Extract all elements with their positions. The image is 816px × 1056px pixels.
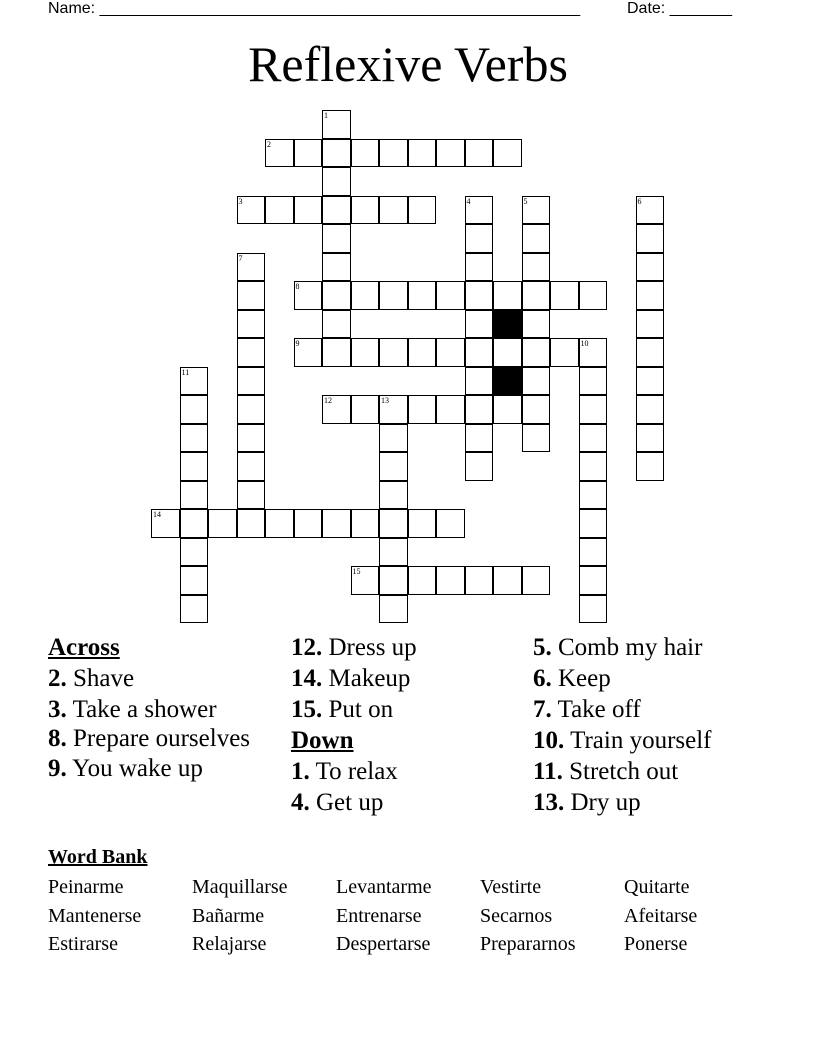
grid-cell[interactable] xyxy=(636,395,665,424)
clue-number: 6 xyxy=(637,196,642,206)
grid-cell[interactable] xyxy=(351,139,380,168)
grid-cell[interactable] xyxy=(550,281,579,310)
date-field-label: Date: _______ xyxy=(627,0,732,17)
clue-number: 8 xyxy=(295,282,300,291)
clue-down-7: 7. Take off xyxy=(533,696,641,723)
grid-cell[interactable] xyxy=(351,281,380,310)
grid-cell[interactable] xyxy=(636,452,665,481)
grid-cell[interactable] xyxy=(237,395,266,424)
across-heading: Across xyxy=(48,634,120,661)
clue-down-4: 4. Get up xyxy=(291,789,384,816)
grid-cell[interactable] xyxy=(579,538,608,567)
grid-cell[interactable] xyxy=(237,338,266,367)
grid-cell[interactable] xyxy=(522,367,551,396)
grid-cell[interactable] xyxy=(379,395,408,424)
grid-cell[interactable] xyxy=(636,196,665,225)
grid-cell[interactable] xyxy=(180,538,209,567)
word-bank-word: Afeitarse xyxy=(624,905,698,927)
down-heading: Down xyxy=(291,727,354,754)
grid-cell[interactable] xyxy=(579,395,608,424)
grid-cell[interactable] xyxy=(265,196,294,225)
word-bank-word: Ponerse xyxy=(624,933,688,955)
word-bank-word: Peinarme xyxy=(48,876,124,898)
grid-cell[interactable] xyxy=(322,395,351,424)
grid-cell[interactable] xyxy=(351,509,380,538)
grid-cell[interactable] xyxy=(408,566,437,595)
clue-number: 14 xyxy=(153,510,161,519)
grid-cell[interactable] xyxy=(180,424,209,453)
grid-cell[interactable] xyxy=(579,281,608,310)
clue-number: 1 xyxy=(324,111,328,120)
grid-cell[interactable] xyxy=(636,338,665,367)
grid-cell[interactable] xyxy=(522,253,551,282)
grid-cell[interactable] xyxy=(493,139,522,168)
grid-cell[interactable] xyxy=(636,367,665,396)
grid-cell[interactable] xyxy=(493,395,522,424)
word-bank-title: Word Bank xyxy=(48,846,148,868)
grid-cell[interactable] xyxy=(436,395,465,424)
grid-cell[interactable] xyxy=(237,367,266,396)
grid-cell[interactable] xyxy=(408,338,437,367)
clue-across-9: 9. You wake up xyxy=(48,755,203,782)
grid-cell[interactable] xyxy=(322,196,351,225)
grid-cell[interactable] xyxy=(294,139,323,168)
clue-number: 4 xyxy=(466,196,471,206)
grid-cell[interactable] xyxy=(465,338,494,367)
clue-down-5: 5. Comb my hair xyxy=(533,634,703,661)
clue-down-1: 1. To relax xyxy=(291,758,398,785)
clue-number: 11 xyxy=(181,367,190,377)
grid-cell[interactable] xyxy=(180,395,209,424)
grid-cell[interactable] xyxy=(351,566,380,595)
grid-cell[interactable] xyxy=(465,566,494,595)
grid-cell[interactable] xyxy=(351,395,380,424)
grid-cell[interactable] xyxy=(237,452,266,481)
grid-cell[interactable] xyxy=(579,338,608,367)
grid-cell[interactable] xyxy=(465,281,494,310)
grid-cell[interactable] xyxy=(379,196,408,225)
grid-cell[interactable] xyxy=(408,196,437,225)
grid-cell[interactable] xyxy=(579,509,608,538)
word-bank-word: Levantarme xyxy=(336,876,432,898)
clue-number: 13 xyxy=(381,396,389,405)
grid-cell[interactable] xyxy=(465,452,494,481)
grid-cell[interactable] xyxy=(379,566,408,595)
grid-block xyxy=(493,310,522,339)
grid-cell[interactable] xyxy=(379,139,408,168)
grid-cell[interactable] xyxy=(180,566,209,595)
word-bank-word: Despertarse xyxy=(336,933,431,955)
grid-cell[interactable] xyxy=(493,566,522,595)
grid-cell[interactable] xyxy=(379,338,408,367)
grid-cell[interactable] xyxy=(522,196,551,225)
grid-block xyxy=(493,367,522,396)
grid-cell[interactable] xyxy=(237,424,266,453)
grid-cell[interactable] xyxy=(237,509,266,538)
clue-number: 10 xyxy=(580,339,589,348)
grid-cell[interactable] xyxy=(436,509,465,538)
grid-cell[interactable] xyxy=(180,509,209,538)
clue-across-2: 2. Shave xyxy=(48,665,135,692)
grid-cell[interactable] xyxy=(522,566,551,595)
grid-cell[interactable] xyxy=(636,281,665,310)
grid-cell[interactable] xyxy=(579,424,608,453)
grid-cell[interactable] xyxy=(522,395,551,424)
grid-cell[interactable] xyxy=(322,110,351,139)
grid-cell[interactable] xyxy=(465,424,494,453)
grid-cell[interactable] xyxy=(408,395,437,424)
grid-cell[interactable] xyxy=(579,367,608,396)
word-bank-word: Estirarse xyxy=(48,933,118,955)
grid-cell[interactable] xyxy=(636,424,665,453)
grid-cell[interactable] xyxy=(379,481,408,510)
clue-across-14: 14. Makeup xyxy=(291,665,411,692)
grid-cell[interactable] xyxy=(522,281,551,310)
clues-column-3 xyxy=(533,632,793,818)
grid-cell[interactable] xyxy=(465,310,494,339)
clue-number: 15 xyxy=(352,567,361,576)
grid-cell[interactable] xyxy=(522,310,551,339)
grid-cell[interactable] xyxy=(379,424,408,453)
grid-cell[interactable] xyxy=(436,281,465,310)
grid-cell[interactable] xyxy=(322,310,351,339)
clue-number: 12 xyxy=(324,396,332,405)
clue-down-6: 6. Keep xyxy=(533,665,611,692)
grid-cell[interactable] xyxy=(351,196,380,225)
grid-cell[interactable] xyxy=(465,367,494,396)
grid-cell[interactable] xyxy=(379,281,408,310)
grid-cell[interactable] xyxy=(151,509,180,538)
grid-cell[interactable] xyxy=(180,481,209,510)
word-bank-word: Prepararnos xyxy=(480,933,576,955)
word-bank-word: Secarnos xyxy=(480,905,553,927)
grid-cell[interactable] xyxy=(237,253,266,282)
grid-cell[interactable] xyxy=(408,509,437,538)
clues-column-1 xyxy=(48,632,283,784)
grid-cell[interactable] xyxy=(465,253,494,282)
clue-number: 7 xyxy=(238,253,243,263)
grid-cell[interactable] xyxy=(208,509,237,538)
word-bank-word: Mantenerse xyxy=(48,905,142,927)
clue-down-11: 11. Stretch out xyxy=(533,758,679,785)
grid-cell[interactable] xyxy=(636,224,665,253)
page-title: Reflexive Verbs xyxy=(248,36,568,92)
grid-cell[interactable] xyxy=(550,338,579,367)
grid-cell[interactable] xyxy=(379,538,408,567)
grid-cell[interactable] xyxy=(322,338,351,367)
grid-cell[interactable] xyxy=(493,338,522,367)
grid-cell[interactable] xyxy=(379,452,408,481)
grid-cell[interactable] xyxy=(522,338,551,367)
grid-cell[interactable] xyxy=(579,481,608,510)
grid-cell[interactable] xyxy=(636,310,665,339)
grid-cell[interactable] xyxy=(579,595,608,624)
clue-number: 2 xyxy=(267,139,271,149)
word-bank-word: Maquillarse xyxy=(192,876,288,898)
grid-cell[interactable] xyxy=(465,196,494,225)
grid-cell[interactable] xyxy=(379,595,408,624)
grid-cell[interactable] xyxy=(379,509,408,538)
grid-cell[interactable] xyxy=(322,167,351,196)
grid-cell[interactable] xyxy=(237,196,266,225)
grid-cell[interactable] xyxy=(294,338,323,367)
grid-cell[interactable] xyxy=(465,224,494,253)
grid-cell[interactable] xyxy=(322,281,351,310)
grid-cell[interactable] xyxy=(237,481,266,510)
word-bank-word: Vestirte xyxy=(480,876,542,898)
grid-cell[interactable] xyxy=(465,395,494,424)
word-bank-word: Quitarte xyxy=(624,876,690,898)
clue-number: 9 xyxy=(295,339,300,348)
grid-cell[interactable] xyxy=(322,253,351,282)
grid-cell[interactable] xyxy=(493,281,522,310)
clue-down-13: 13. Dry up xyxy=(533,789,641,816)
grid-cell[interactable] xyxy=(322,224,351,253)
clue-across-3: 3. Take a shower xyxy=(48,696,217,723)
grid-cell[interactable] xyxy=(522,424,551,453)
grid-cell[interactable] xyxy=(322,509,351,538)
clue-across-15: 15. Put on xyxy=(291,696,394,723)
grid-cell[interactable] xyxy=(294,281,323,310)
grid-cell[interactable] xyxy=(436,566,465,595)
word-bank-word: Relajarse xyxy=(192,933,267,955)
word-bank-word: Bañarme xyxy=(192,905,265,927)
clue-down-10: 10. Train yourself xyxy=(533,727,712,754)
clue-across-12: 12. Dress up xyxy=(291,634,417,661)
clues-column-2 xyxy=(291,632,526,818)
grid-cell[interactable] xyxy=(522,224,551,253)
grid-cell[interactable] xyxy=(237,281,266,310)
grid-cell[interactable] xyxy=(465,139,494,168)
grid-cell[interactable] xyxy=(351,338,380,367)
grid-cell[interactable] xyxy=(265,509,294,538)
word-bank-word: Entrenarse xyxy=(336,905,422,927)
grid-cell[interactable] xyxy=(636,253,665,282)
grid-cell[interactable] xyxy=(294,196,323,225)
grid-cell[interactable] xyxy=(265,139,294,168)
clue-number: 3 xyxy=(238,196,243,206)
clue-across-8: 8. Prepare ourselves xyxy=(48,725,251,752)
grid-cell[interactable] xyxy=(180,452,209,481)
grid-cell[interactable] xyxy=(436,338,465,367)
clue-number: 5 xyxy=(523,196,528,206)
grid-cell[interactable] xyxy=(322,139,351,168)
grid-cell[interactable] xyxy=(408,139,437,168)
grid-cell[interactable] xyxy=(579,566,608,595)
grid-cell[interactable] xyxy=(294,509,323,538)
name-field-label: Name: ______________________________________________________ xyxy=(48,0,581,17)
grid-cell[interactable] xyxy=(436,139,465,168)
grid-cell[interactable] xyxy=(408,281,437,310)
grid-cell[interactable] xyxy=(180,367,209,396)
grid-cell[interactable] xyxy=(237,310,266,339)
grid-cell[interactable] xyxy=(180,595,209,624)
grid-cell[interactable] xyxy=(579,452,608,481)
